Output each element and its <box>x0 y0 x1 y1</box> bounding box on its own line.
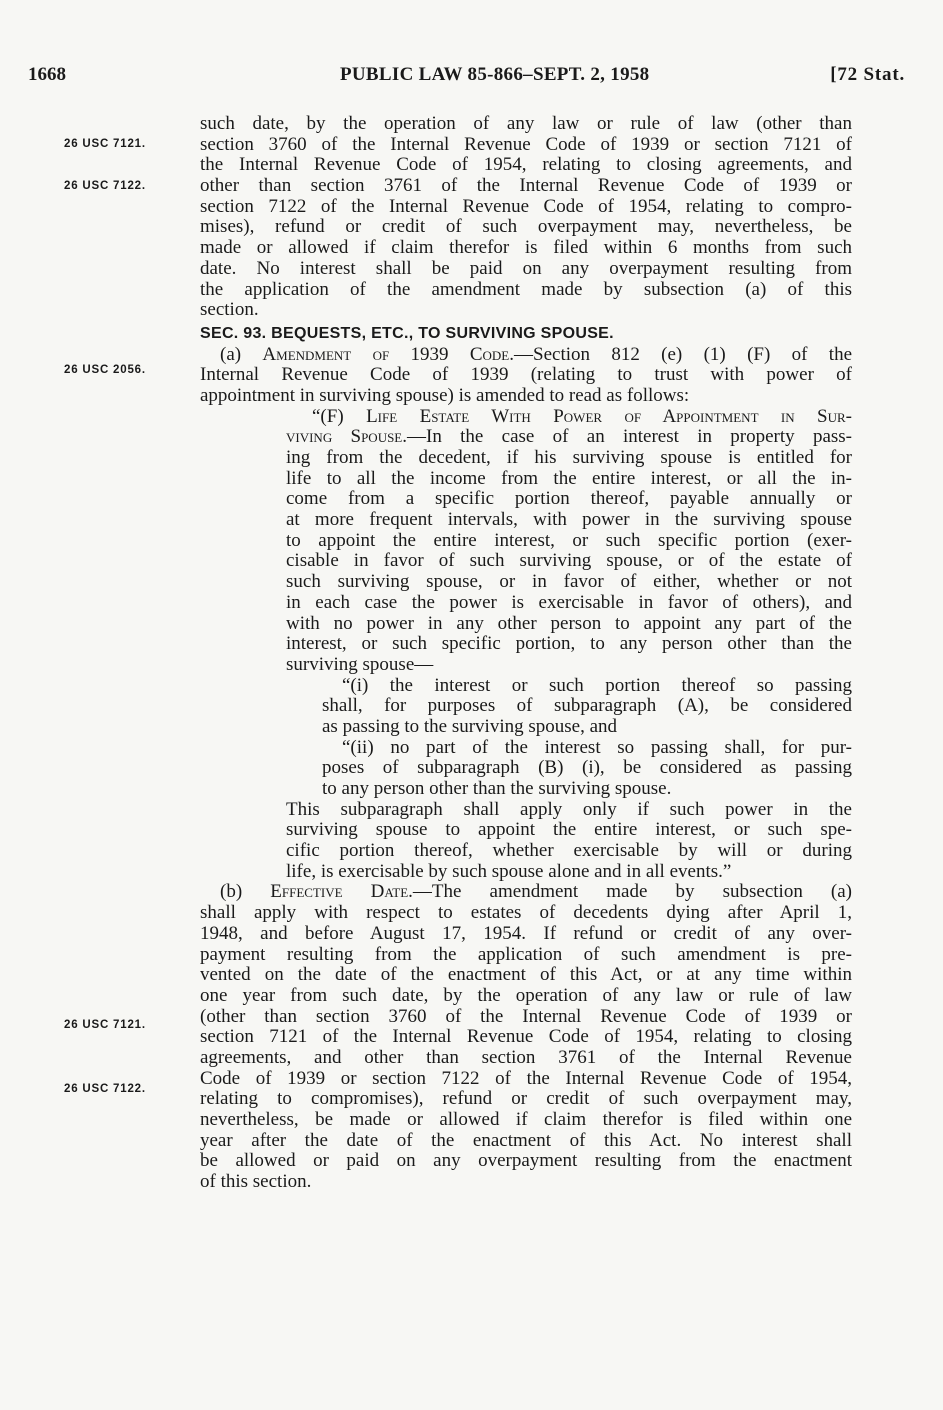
marginal-note: 26 USC 7122. <box>64 180 146 192</box>
text-line: life to all the income from the entire interest, or all the in- <box>286 467 852 489</box>
text-line: to appoint the entire interest, or such specific portion (exer- <box>286 529 852 551</box>
text-line: section 7121 of the Internal Revenue Code of 1954, relating to closing <box>200 1026 852 1048</box>
text-line: with no power in any other person to appoint any part of the <box>286 612 852 634</box>
text-line: year after the date of the enactment of this Act. No interest shall <box>200 1129 852 1151</box>
text-line: life, is exercisable by such spouse alone and in all events.” <box>286 860 732 882</box>
text-line: mises), refund or credit of such overpayment may, nevertheless, be <box>200 216 852 238</box>
text-line: come from a specific portion thereof, payable annually or <box>286 488 852 510</box>
text-line: of this section. <box>200 1171 312 1193</box>
statute-volume: [72 Stat. <box>830 64 905 85</box>
text-line: 1948, and before August 17, 1954. If refund or credit of any over- <box>200 922 852 944</box>
text-line: section. <box>200 299 259 321</box>
quoted-first-line: “(F) Life Estate With Power of Appointment in Sur- <box>312 405 853 427</box>
text-line: section 3760 of the Internal Revenue Code of 1939 or section 7121 of <box>200 133 852 155</box>
text-line: appointment in surviving spouse) is amended to read as follows: <box>200 384 690 406</box>
text-line: the application of the amendment made by subsection (a) of this <box>200 278 852 300</box>
text-line: cisable in favor of such surviving spouse, or of the estate of <box>286 550 852 572</box>
text-line: interest, or such specific portion, to any person other than the <box>286 633 852 655</box>
text-line: (other than section 3760 of the Internal Revenue Code of 1939 or <box>200 1005 852 1027</box>
quoted-caption: Life Estate With Power of Appointment in Sur- <box>366 405 853 427</box>
text-line: ing from the decedent, if his surviving spouse is entitled for <box>286 447 852 468</box>
subsection-caption: Amendment of 1939 Code. <box>262 343 515 365</box>
text-line: Internal Revenue Code of 1939 (relating to trust with power of <box>200 364 852 386</box>
text-line: relating to compromises), refund or credit of such overpayment may, <box>200 1088 852 1110</box>
text-line: at more frequent intervals, with power in the surviving spouse <box>286 509 852 531</box>
text-line: made or allowed if claim therefor is filed within 6 months from such <box>200 237 852 259</box>
subsection-b-first-line: (b) Effective Date.—The amendment made by subsection (a) <box>220 881 852 903</box>
text-line: surviving spouse to appoint the entire interest, or such spe- <box>286 819 852 841</box>
marginal-note: 26 USC 7122. <box>64 1083 146 1095</box>
text-line: poses of subparagraph (B) (i), be considered as passing <box>322 757 852 779</box>
text-line: vented on the date of the enactment of this Act, or at any time within <box>200 964 852 986</box>
text-line: one year from such date, by the operation of any law or rule of law <box>200 984 852 1006</box>
text-line: in each case the power is exercisable in favor of others), and <box>286 591 852 613</box>
text-line: be allowed or paid on any overpayment resulting from the enactment <box>200 1150 852 1172</box>
text-line: shall, for purposes of subparagraph (A), be considered <box>322 695 852 717</box>
page-header <box>28 64 905 94</box>
section-heading: SEC. 93. BEQUESTS, ETC., TO SURVIVING SPOUSE. <box>200 324 614 342</box>
text-line: agreements, and other than section 3761 of the Internal Revenue <box>200 1046 852 1068</box>
text-line: This subparagraph shall apply only if such power in the <box>286 798 852 820</box>
text-line: date. No interest shall be paid on any overpayment resulting from <box>200 257 852 279</box>
text-line: as passing to the surviving spouse, and <box>322 715 618 737</box>
quoted-second-line: viving Spouse.—In the case of an interest in property pass- <box>286 426 852 448</box>
marginal-note: 26 USC 7121. <box>64 138 146 150</box>
text-line: such surviving spouse, or in favor of either, whether or not <box>286 571 852 593</box>
text-line: surviving spouse— <box>286 653 434 675</box>
subsection-a-first-line: (a) Amendment of 1939 Code.—Section 812 (e) (1) (F) of the <box>220 343 852 365</box>
marginal-note: 26 USC 2056. <box>64 364 146 376</box>
subsection-caption: Effective Date. <box>270 881 413 903</box>
item-i-line: “(i) the interest or such portion thereof so passing <box>342 674 852 696</box>
body-text <box>200 114 852 1193</box>
text-line: Code of 1939 or section 7122 of the Internal Revenue Code of 1954, <box>200 1067 852 1089</box>
text-line: payment resulting from the application of such amendment is pre- <box>200 943 852 965</box>
item-ii-line: “(ii) no part of the interest so passing shall, for pur- <box>342 736 852 758</box>
text-line: the Internal Revenue Code of 1954, relating to closing agreements, and <box>200 154 852 176</box>
running-title: PUBLIC LAW 85-866–SEPT. 2, 1958 <box>340 64 650 85</box>
text-line: other than section 3761 of the Internal Revenue Code of 1939 or <box>200 175 852 197</box>
text-line: such date, by the operation of any law or rule of law (other than <box>200 113 852 134</box>
text-line: cific portion thereof, whether exercisable by will or during <box>286 840 852 862</box>
text-line: nevertheless, be made or allowed if claim therefor is filed within one <box>200 1109 852 1130</box>
text-line: to any person other than the surviving spouse. <box>322 778 672 799</box>
text-line: section 7122 of the Internal Revenue Code of 1954, relating to compro- <box>200 195 852 217</box>
text-line: shall apply with respect to estates of decedents dying after April 1, <box>200 902 852 924</box>
page-number: 1668 <box>28 64 66 85</box>
marginal-note: 26 USC 7121. <box>64 1019 146 1031</box>
